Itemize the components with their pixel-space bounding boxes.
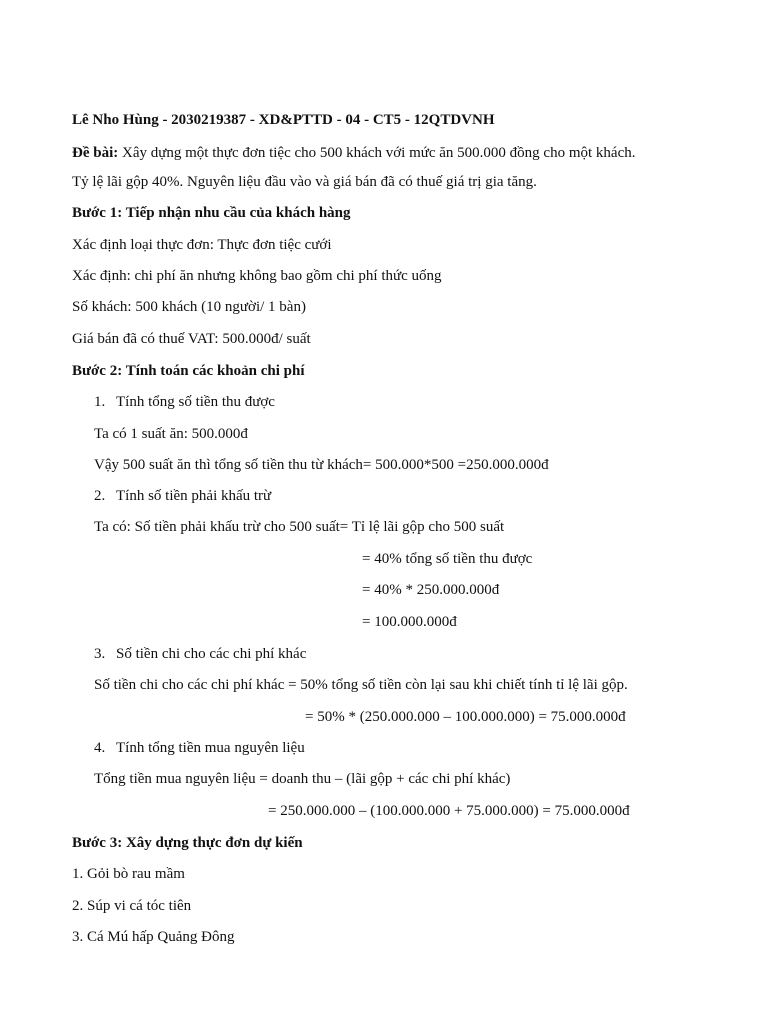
step1-line: Xác định loại thực đơn: Thực đơn tiệc cưới xyxy=(72,237,332,253)
step2-item-1-heading xyxy=(94,392,275,412)
step2-item-2-line: Ta có: Số tiền phải khấu trừ cho 500 suất= Tỉ lệ lãi gộp cho 500 suất xyxy=(94,519,505,535)
task-label: Đề bài: xyxy=(72,145,119,161)
document-header: Lê Nho Hùng - 2030219387 - XD&PTTD - 04 - CT5 - 12QTDVNH xyxy=(72,112,495,128)
dish-item: 1. Gỏi bò rau mầm xyxy=(72,866,185,882)
dish-item: 2. Súp vi cá tóc tiên xyxy=(72,898,192,914)
step2-item-2-line: = 40% * 250.000.000đ xyxy=(362,582,500,598)
step2-item-3-line: Số tiền chi cho các chi phí khác = 50% tổng số tiền còn lại sau khi chiết tính tỉ lệ lãi gộp. xyxy=(94,677,628,693)
step2-item-2-line: = 100.000.000đ xyxy=(362,614,457,630)
step2-item-title: Tính tổng tiền mua nguyên liệu xyxy=(116,740,305,756)
list-number: 3. xyxy=(94,646,106,662)
step3-title: Bước 3: Xây dựng thực đơn dự kiến xyxy=(72,835,303,851)
step2-item-4-line: = 250.000.000 – (100.000.000 + 75.000.000) = 75.000.000đ xyxy=(268,803,630,819)
step2-item-4-line: Tổng tiền mua nguyên liệu = doanh thu – (lãi gộp + các chi phí khác) xyxy=(94,771,511,787)
step2-item-2-heading xyxy=(94,486,271,506)
step2-item-2-line: = 40% tổng số tiền thu được xyxy=(362,551,533,567)
step2-item-1-line: Ta có 1 suất ăn: 500.000đ xyxy=(94,426,248,442)
task-line-2: Tỷ lệ lãi gộp 40%. Nguyên liệu đầu vào và giá bán đã có thuế giá trị gia tăng. xyxy=(72,174,537,190)
step2-item-title: Số tiền chi cho các chi phí khác xyxy=(116,646,307,662)
step2-item-3-heading xyxy=(94,644,306,664)
step1-line: Giá bán đã có thuế VAT: 500.000đ/ suất xyxy=(72,331,311,347)
step1-line: Số khách: 500 khách (10 người/ 1 bàn) xyxy=(72,299,306,315)
task-text-1: Xây dựng một thực đơn tiệc cho 500 khách với mức ăn 500.000 đồng cho một khách. xyxy=(118,145,636,161)
step2-item-title: Tính tổng số tiền thu được xyxy=(116,394,275,410)
step2-item-1-line: Vậy 500 suất ăn thì tổng số tiền thu từ khách= 500.000*500 =250.000.000đ xyxy=(94,457,549,473)
step2-item-3-line: = 50% * (250.000.000 – 100.000.000) = 75.000.000đ xyxy=(305,709,626,725)
step1-title: Bước 1: Tiếp nhận nhu cầu của khách hàng xyxy=(72,205,351,221)
list-number: 2. xyxy=(94,488,106,504)
dish-item: 3. Cá Mú hấp Quảng Đông xyxy=(72,929,235,945)
step2-title: Bước 2: Tính toán các khoản chi phí xyxy=(72,363,305,379)
list-number: 4. xyxy=(94,740,106,756)
list-number: 1. xyxy=(94,394,106,410)
step2-item-title: Tính số tiền phải khấu trừ xyxy=(116,488,272,504)
step2-item-4-heading xyxy=(94,738,305,758)
step1-line: Xác định: chi phí ăn nhưng không bao gồm chi phí thức uống xyxy=(72,268,442,284)
task-line-1 xyxy=(72,143,636,163)
